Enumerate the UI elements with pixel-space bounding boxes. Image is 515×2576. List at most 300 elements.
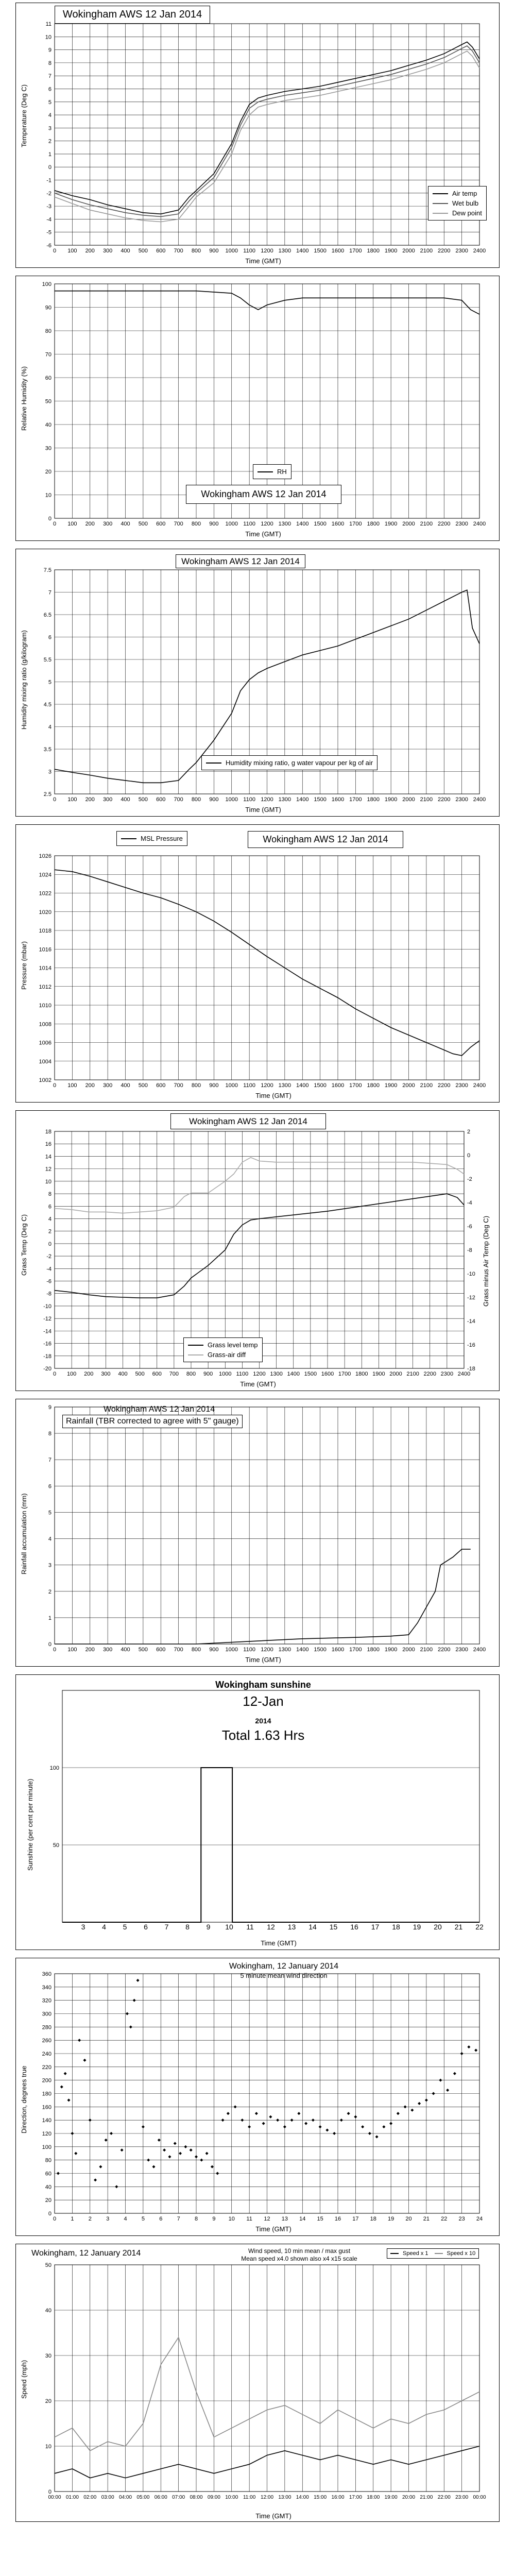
x-tick-label: 500	[138, 521, 148, 527]
x-tick-label: 1100	[243, 1082, 255, 1089]
x-axis-title: Time (GMT)	[245, 806, 281, 814]
x-tick-label: 700	[174, 248, 183, 254]
x-tick-label: 2100	[420, 521, 433, 527]
x-tick-label: 17:00	[349, 2495, 362, 2500]
x-tick-label: 300	[102, 796, 113, 803]
mixing-ratio-chart	[16, 549, 499, 816]
y-axis-title: Humidity mixing ratio (g/kilogram)	[20, 630, 28, 730]
x-tick-label: 0	[53, 521, 57, 527]
x-tick-label: 2400	[473, 796, 486, 803]
x-tick-label: 09:00	[207, 2495, 220, 2500]
x-tick-label: 600	[156, 1647, 166, 1653]
y2-tick-label: -14	[467, 1318, 475, 1325]
y-tick-label: 50	[45, 398, 52, 405]
y-tick-label: 50	[53, 1842, 59, 1849]
y-tick-label: 5.5	[43, 657, 52, 663]
x-tick-label: 900	[209, 1082, 219, 1089]
x-tick-label: 6	[159, 2216, 163, 2222]
wind-speed-chart	[16, 2244, 499, 2521]
y-tick-label: 320	[42, 1997, 52, 2004]
x-tick-label: 11:00	[243, 2495, 256, 2500]
x-tick-label: 1800	[367, 521, 380, 527]
legend	[387, 2248, 479, 2259]
x-tick-label: 22	[475, 1923, 484, 1931]
x-tick-label: 1300	[278, 1647, 291, 1653]
y2-axis-title: Grass minus Air Temp (Deg C)	[482, 1215, 490, 1307]
x-tick-label: 1200	[261, 248, 273, 254]
y-tick-label: 1	[48, 151, 52, 158]
y2-tick-label: 0	[467, 1153, 471, 1159]
x-tick-label: 20	[434, 1923, 442, 1931]
x-tick-label: 9	[212, 2216, 216, 2222]
x-tick-label: 4	[124, 2216, 127, 2222]
legend	[428, 186, 487, 221]
legend-item-dew-point: Dew point	[433, 208, 482, 218]
x-tick-label: 2000	[402, 1082, 415, 1089]
y-tick-label: -12	[43, 1316, 52, 1323]
x-tick-label: 1100	[243, 1647, 255, 1653]
x-tick-label: 2300	[440, 1371, 454, 1377]
x-tick-label: 05:00	[136, 2495, 150, 2500]
legend-item-air-temp: Air temp	[433, 189, 482, 198]
x-tick-label: 2400	[473, 1647, 486, 1653]
y-tick-label: 6	[48, 634, 52, 641]
y-tick-label: -10	[43, 1303, 52, 1310]
x-tick-label: 2400	[473, 248, 486, 254]
pressure-chart-panel	[15, 824, 500, 1103]
y-tick-label: 20	[45, 2398, 52, 2404]
x-tick-label: 1500	[314, 1647, 327, 1653]
x-tick-label: 04:00	[118, 2495, 132, 2500]
x-tick-label: 13	[287, 1923, 296, 1931]
y-tick-label: -2	[46, 190, 52, 197]
y-tick-label: 30	[45, 2353, 52, 2359]
x-tick-label: 12	[267, 1923, 275, 1931]
y-tick-label: 3	[48, 125, 52, 132]
y-tick-label: -4	[46, 216, 52, 223]
y-tick-label: 80	[45, 328, 52, 334]
x-tick-label: 1800	[355, 1371, 368, 1377]
y-tick-label: 1014	[39, 965, 52, 972]
x-tick-label: 1700	[349, 796, 362, 803]
x-tick-label: 500	[138, 796, 148, 803]
x-tick-label: 100	[67, 521, 77, 527]
y-tick-label: 40	[45, 2308, 52, 2314]
x-tick-label: 1300	[278, 1082, 291, 1089]
x-tick-label: 20:00	[402, 2495, 416, 2500]
chart-subtitle: 5 minute mean wind direction	[240, 1972, 328, 1979]
chart-title-main: Wokingham AWS 12 Jan 2014	[104, 1405, 215, 1414]
y-tick-label: -5	[46, 229, 52, 236]
x-tick-label: 0	[53, 1371, 57, 1377]
y-tick-label: 0	[48, 2489, 52, 2495]
x-tick-label: 1000	[225, 1647, 238, 1653]
x-tick-label: 500	[138, 248, 148, 254]
x-tick-label: 21:00	[420, 2495, 433, 2500]
legend-item-grass-level: Grass level temp	[188, 1340, 258, 1350]
x-tick-label: 400	[121, 1082, 130, 1089]
x-tick-label: 2000	[402, 521, 415, 527]
x-tick-label: 20	[405, 2216, 412, 2222]
x-tick-label: 900	[203, 1371, 213, 1377]
x-tick-label: 0	[53, 248, 57, 254]
y-tick-label: 11	[45, 21, 52, 27]
x-axis-title: Time (GMT)	[261, 1939, 297, 1947]
y-tick-label: 300	[42, 2011, 52, 2018]
x-tick-label: 01:00	[65, 2495, 79, 2500]
y-tick-label: 1016	[39, 946, 52, 953]
x-tick-label: 900	[209, 248, 219, 254]
x-tick-label: 1000	[225, 1082, 238, 1089]
y-tick-label: 340	[42, 1984, 52, 1991]
x-tick-label: 1600	[321, 1371, 334, 1377]
chart-subtitle-line2: Mean speed x4.0 shown also x4 x15 scale	[241, 2255, 357, 2262]
x-tick-label: 300	[102, 521, 113, 527]
chart-title: Wokingham AWS 12 Jan 2014	[248, 831, 403, 848]
y-tick-label: 200	[42, 2077, 52, 2084]
y-axis-title: Temperature (Deg C)	[20, 84, 28, 147]
x-tick-label: 2000	[402, 1647, 415, 1653]
x-tick-label: 200	[85, 521, 95, 527]
y-tick-label: 160	[42, 2104, 52, 2111]
y-tick-label: 10	[45, 2444, 52, 2450]
x-tick-label: 2200	[438, 1647, 451, 1653]
x-tick-label: 2400	[457, 1371, 471, 1377]
x-tick-label: 14:00	[296, 2495, 309, 2500]
chart-subtitle: 12-Jan	[243, 1693, 284, 1709]
y2-tick-label: 2	[467, 1129, 471, 1135]
chart-title	[62, 1403, 289, 1429]
x-tick-label: 800	[186, 1371, 196, 1377]
x-tick-label: 1500	[314, 1082, 327, 1089]
y-axis-title: Direction, degrees true	[20, 2065, 28, 2133]
x-tick-label: 1800	[367, 1647, 380, 1653]
x-tick-label: 2100	[420, 796, 433, 803]
legend	[183, 1337, 263, 1362]
x-tick-label: 15	[317, 2216, 323, 2222]
x-tick-label: 23	[458, 2216, 465, 2222]
x-tick-label: 2300	[455, 1082, 468, 1089]
y-tick-label: 0	[48, 164, 52, 171]
x-tick-label: 1	[71, 2216, 74, 2222]
x-tick-label: 200	[85, 1647, 95, 1653]
y-tick-label: 2	[48, 1588, 52, 1595]
x-tick-label: 1700	[338, 1371, 351, 1377]
x-tick-label: 2200	[438, 248, 451, 254]
y-tick-label: 40	[45, 422, 52, 428]
x-tick-label: 300	[102, 248, 113, 254]
x-tick-label: 900	[209, 796, 219, 803]
chart-title: Wokingham AWS 12 Jan 2014	[186, 485, 341, 504]
x-tick-label: 7	[177, 2216, 180, 2222]
y-axis-title: Rainfall accumulation (mm)	[20, 1493, 28, 1574]
x-tick-label: 07:00	[172, 2495, 185, 2500]
y-tick-label: -3	[46, 204, 52, 210]
x-tick-label: 16	[350, 1923, 358, 1931]
x-tick-label: 1300	[278, 796, 291, 803]
x-tick-label: 1000	[225, 248, 238, 254]
x-tick-label: 00:00	[473, 2495, 486, 2500]
y-axis-title: Sunshine (per cent per minute)	[26, 1778, 34, 1871]
chart-subtitle: Rainfall (TBR corrected to agree with 5" gauge)	[62, 1415, 243, 1428]
x-tick-label: 2300	[455, 1647, 468, 1653]
x-tick-label: 600	[156, 521, 166, 527]
x-tick-label: 22	[441, 2216, 448, 2222]
y-tick-label: 3	[48, 769, 52, 775]
y-tick-label: 7	[48, 589, 52, 596]
x-tick-label: 02:00	[83, 2495, 97, 2500]
x-tick-label: 700	[174, 796, 183, 803]
x-tick-label: 1200	[261, 1647, 273, 1653]
y-tick-label: 4.5	[43, 702, 52, 708]
x-tick-label: 1000	[219, 1371, 232, 1377]
x-tick-label: 2	[88, 2216, 92, 2222]
x-tick-label: 1100	[243, 248, 255, 254]
y-tick-label: 5	[48, 679, 52, 686]
x-tick-label: 1100	[243, 521, 255, 527]
x-tick-label: 1700	[349, 521, 362, 527]
x-tick-label: 2200	[438, 521, 451, 527]
wind-direction-chart-panel	[15, 1958, 500, 2236]
y-tick-label: -16	[43, 1341, 52, 1347]
y-tick-label: 0	[48, 1641, 52, 1648]
y-tick-label: 360	[42, 1971, 52, 1977]
chart-title	[145, 1679, 382, 1743]
x-tick-label: 1000	[225, 796, 238, 803]
x-tick-label: 100	[67, 248, 77, 254]
x-tick-label: 100	[66, 1371, 77, 1377]
x-tick-label: 2400	[473, 521, 486, 527]
y-tick-label: 8	[48, 1431, 52, 1437]
y-tick-label: 40	[45, 2184, 52, 2191]
x-tick-label: 400	[121, 796, 130, 803]
x-tick-label: 19:00	[384, 2495, 398, 2500]
x-tick-label: 600	[152, 1371, 162, 1377]
x-tick-label: 13:00	[278, 2495, 291, 2500]
x-tick-label: 5	[123, 1923, 127, 1931]
x-tick-label: 2100	[420, 1647, 433, 1653]
x-tick-label: 1200	[261, 521, 273, 527]
chart-subtitle	[217, 2247, 382, 2263]
x-tick-label: 10	[225, 1923, 233, 1931]
x-tick-label: 11	[246, 2216, 252, 2222]
legend	[116, 831, 187, 846]
x-tick-label: 2400	[473, 1082, 486, 1089]
y-tick-label: 1008	[39, 1021, 52, 1028]
x-tick-label: 100	[67, 1082, 77, 1089]
y-axis-title: Relative Humidity (%)	[20, 366, 28, 431]
x-tick-label: 6	[144, 1923, 148, 1931]
x-tick-label: 800	[191, 1082, 201, 1089]
y-tick-label: 70	[45, 351, 52, 358]
x-tick-label: 21	[454, 1923, 463, 1931]
x-tick-label: 2000	[402, 796, 415, 803]
y-tick-label: 30	[45, 445, 52, 452]
y-tick-label: 6	[48, 86, 52, 93]
y-tick-label: 100	[42, 2144, 52, 2150]
y-tick-label: 280	[42, 2024, 52, 2031]
y-tick-label: -4	[46, 1266, 52, 1273]
x-tick-label: 8	[194, 2216, 198, 2222]
x-tick-label: 08:00	[190, 2495, 203, 2500]
y-axis-title: Pressure (mbar)	[20, 941, 28, 990]
x-tick-label: 12:00	[260, 2495, 274, 2500]
x-tick-label: 400	[121, 521, 130, 527]
x-tick-label: 2300	[455, 248, 468, 254]
pressure-chart	[16, 825, 499, 1102]
x-tick-label: 2200	[438, 1082, 451, 1089]
x-tick-label: 2100	[406, 1371, 419, 1377]
x-tick-label: 15:00	[314, 2495, 327, 2500]
x-tick-label: 03:00	[101, 2495, 114, 2500]
x-tick-label: 200	[84, 1371, 94, 1377]
y-tick-label: 1004	[39, 1058, 52, 1065]
x-tick-label: 700	[174, 1082, 183, 1089]
y2-tick-label: -10	[467, 1271, 475, 1277]
y-tick-label: -1	[46, 177, 52, 184]
chart-title: Wokingham, 12 January 2014	[31, 2249, 141, 2258]
y-tick-label: 50	[45, 2262, 52, 2268]
x-tick-label: 100	[67, 796, 77, 803]
y-tick-label: 1024	[39, 872, 52, 878]
x-tick-label: 600	[156, 1082, 166, 1089]
y2-tick-label: -16	[467, 1342, 475, 1348]
y-tick-label: 7	[48, 1457, 52, 1464]
x-tick-label: 1400	[296, 796, 309, 803]
x-tick-label: 1900	[384, 1082, 398, 1089]
x-tick-label: 1900	[384, 796, 398, 803]
x-tick-label: 1300	[270, 1371, 283, 1377]
x-axis-title: Time (GMT)	[240, 1380, 276, 1388]
y-tick-label: 16	[45, 1141, 52, 1148]
y-tick-label: 80	[45, 2157, 52, 2164]
x-tick-label: 100	[67, 1647, 77, 1653]
x-tick-label: 1500	[314, 248, 327, 254]
x-tick-label: 900	[209, 521, 219, 527]
y2-tick-label: -2	[467, 1176, 472, 1182]
y-tick-label: -20	[43, 1366, 52, 1372]
y-tick-label: 3.5	[43, 747, 52, 753]
y-tick-label: 60	[45, 375, 52, 381]
y-tick-label: 7.5	[43, 567, 52, 573]
x-tick-label: 800	[191, 521, 201, 527]
x-tick-label: 1200	[261, 1082, 273, 1089]
y-tick-label: 4	[48, 1536, 52, 1543]
x-tick-label: 800	[191, 1647, 201, 1653]
y-tick-label: 4	[48, 724, 52, 731]
y-tick-label: 6.5	[43, 612, 52, 618]
x-tick-label: 1900	[384, 248, 398, 254]
x-tick-label: 900	[209, 1647, 219, 1653]
x-tick-label: 2000	[402, 248, 415, 254]
y-tick-label: -6	[46, 243, 52, 249]
x-tick-label: 500	[135, 1371, 145, 1377]
x-tick-label: 1100	[236, 1371, 249, 1377]
y-tick-label: 14	[45, 1154, 52, 1160]
legend-item-rh: RH	[258, 467, 287, 477]
x-tick-label: 14	[308, 1923, 317, 1931]
x-axis-title: Time (GMT)	[245, 1656, 281, 1664]
x-tick-label: 7	[164, 1923, 169, 1931]
x-tick-label: 2200	[423, 1371, 436, 1377]
y-tick-label: 10	[45, 1178, 52, 1185]
y-tick-label: 100	[49, 1765, 59, 1771]
x-tick-label: 1500	[314, 796, 327, 803]
x-tick-label: 400	[121, 1647, 130, 1653]
y2-tick-label: -6	[467, 1224, 472, 1230]
y-tick-label: 1012	[39, 984, 52, 990]
x-tick-label: 1300	[278, 521, 291, 527]
x-axis-title: Time (GMT)	[255, 2225, 291, 2233]
y-tick-label: 18	[45, 1129, 52, 1135]
x-tick-label: 2200	[438, 796, 451, 803]
chart-title-main: Wokingham sunshine	[215, 1680, 311, 1690]
y-tick-label: 20	[45, 469, 52, 475]
rainfall-chart-panel	[15, 1399, 500, 1667]
y-tick-label: 1006	[39, 1040, 52, 1046]
humidity-chart-panel	[15, 276, 500, 541]
x-tick-label: 1900	[384, 521, 398, 527]
x-tick-label: 24	[476, 2216, 483, 2222]
x-tick-label: 16	[334, 2216, 341, 2222]
x-tick-label: 800	[191, 248, 201, 254]
x-axis-title: Time (GMT)	[255, 2512, 291, 2520]
x-tick-label: 300	[101, 1371, 111, 1377]
x-tick-label: 200	[85, 796, 95, 803]
x-tick-label: 700	[174, 521, 183, 527]
x-tick-label: 300	[102, 1082, 113, 1089]
x-tick-label: 1100	[243, 796, 255, 803]
y-tick-label: -6	[46, 1278, 52, 1285]
y-tick-label: 90	[45, 304, 52, 311]
y-tick-label: 4	[48, 112, 52, 119]
x-tick-label: 300	[102, 1647, 113, 1653]
x-tick-label: 14	[299, 2216, 306, 2222]
sunshine-chart-panel	[15, 1674, 500, 1950]
legend-item-grass-air-diff: Grass-air diff	[188, 1350, 258, 1360]
y-tick-label: 9	[48, 47, 52, 54]
y-tick-label: 3	[48, 1562, 52, 1569]
x-tick-label: 500	[138, 1082, 148, 1089]
x-axis-title: Time (GMT)	[255, 1092, 291, 1099]
x-tick-label: 23:00	[455, 2495, 469, 2500]
y-tick-label: 2	[48, 1228, 52, 1235]
x-tick-label: 1900	[384, 1647, 398, 1653]
x-tick-label: 700	[169, 1371, 179, 1377]
y-axis-title: Speed (mph)	[20, 2360, 28, 2399]
legend	[253, 464, 291, 479]
x-tick-label: 06:00	[154, 2495, 167, 2500]
x-tick-label: 0	[53, 1082, 57, 1089]
chart-title-main: Wokingham, 12 January 2014	[229, 1962, 339, 1971]
x-tick-label: 0	[53, 796, 57, 803]
y-tick-label: 1026	[39, 853, 52, 859]
mixing-ratio-chart-panel	[15, 549, 500, 817]
x-tick-label: 200	[85, 248, 95, 254]
x-tick-label: 2100	[420, 248, 433, 254]
y-tick-label: 7	[48, 73, 52, 80]
x-tick-label: 400	[121, 248, 130, 254]
y-tick-label: 4	[48, 1216, 52, 1223]
legend-item-msl-pressure: MSL Pressure	[121, 834, 183, 843]
x-tick-label: 21	[423, 2216, 430, 2222]
x-tick-label: 1800	[367, 248, 380, 254]
x-tick-label: 11	[246, 1923, 254, 1931]
x-tick-label: 1900	[372, 1371, 385, 1377]
y-tick-label: 0	[48, 2211, 52, 2217]
x-tick-label: 19	[413, 1923, 421, 1931]
x-tick-label: 1400	[287, 1371, 300, 1377]
